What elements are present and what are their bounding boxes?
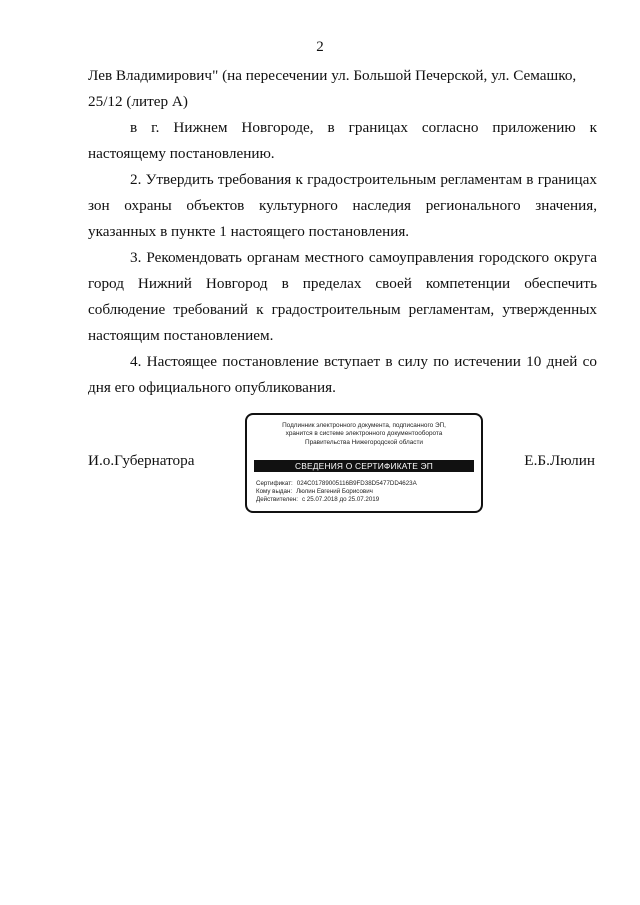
- continuation-line-1: Лев Владимирович" (на пересечении ул. Большой Печерской, ул. Семашко,: [88, 67, 577, 84]
- continuation-line-2: 25/12 (литер А): [88, 93, 188, 110]
- document-body: [88, 63, 597, 401]
- item-2-paragraph: 2. Утвердить требования к градостроительным регламентам в границах зон охраны объектов культурного наследия регионального значения, указанных в пункте 1 настоящего постановления.: [88, 171, 597, 240]
- signatory-name: Е.Б.Люлин: [524, 452, 595, 469]
- issued-to-value: Люлин Евгений Борисович: [296, 488, 373, 496]
- certificate-value: 024C01789005116B9FD38D5477DD4623A: [296, 480, 417, 487]
- validity-row: [256, 496, 475, 504]
- stamp-header-line: Подлинник электронного документа, подписанного ЭП,: [282, 422, 446, 429]
- stamp-header-line: Правительства Нижегородской области: [304, 438, 424, 446]
- issued-to-row: [256, 488, 475, 496]
- certificate-details: [256, 480, 475, 505]
- location-paragraph: в г. Нижнем Новгороде, в границах согласно приложению к настоящему постановлению.: [88, 119, 597, 162]
- item-3-paragraph: 3. Рекомендовать органам местного самоуправления городского округа город Нижний Новгород в пределах своей компетенции обеспечить соблюдение требований к градостроительным регламентам, утвержденных настоящим постановлением.: [88, 249, 597, 344]
- item-4-paragraph: 4. Настоящее постановление вступает в силу по истечении 10 дней со дня его официального опубликования.: [88, 353, 597, 396]
- certificate-banner: СВЕДЕНИЯ О СЕРТИФИКАТЕ ЭП: [254, 460, 474, 472]
- issued-to-label: Кому выдан:: [256, 488, 293, 496]
- stamp-header: [253, 422, 475, 447]
- page-number: 2: [316, 39, 324, 55]
- stamp-header-line: хранится в системе электронного документооборота: [285, 430, 443, 438]
- certificate-label: Сертификат:: [256, 480, 293, 487]
- signatory-title: И.о.Губернатора: [88, 452, 195, 469]
- digital-signature-stamp: [245, 413, 483, 513]
- validity-value: с 25.07.2018 до 25.07.2019: [301, 496, 380, 504]
- certificate-row: [256, 480, 475, 488]
- validity-label: Действителен:: [256, 496, 298, 504]
